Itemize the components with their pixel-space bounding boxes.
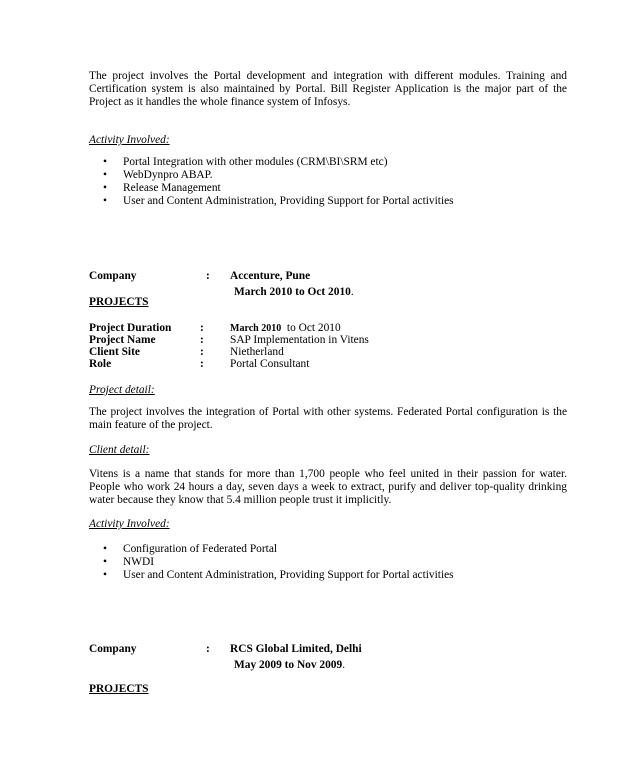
role-colon: : bbox=[200, 358, 204, 370]
project-duration-value: March 2010 to Oct 2010 bbox=[230, 322, 341, 334]
company-dates: May 2009 to Nov 2009. bbox=[234, 659, 346, 671]
role-value: Portal Consultant bbox=[230, 358, 310, 370]
list-item: • User and Content Administration, Providing Support for Portal activities bbox=[103, 569, 454, 581]
company-name: Accenture, Pune bbox=[230, 270, 311, 282]
client-site-value: Nietherland bbox=[230, 346, 284, 358]
list-item: • Release Management bbox=[103, 182, 221, 194]
project-name-value: SAP Implementation in Vitens bbox=[230, 334, 369, 346]
list-item: • NWDI bbox=[103, 556, 154, 568]
bullet-icon: • bbox=[103, 169, 107, 181]
bullet-icon: • bbox=[103, 569, 107, 581]
list-item: • Configuration of Federated Portal bbox=[103, 543, 278, 555]
company-colon: : bbox=[206, 643, 210, 655]
bullet-icon: • bbox=[103, 543, 107, 555]
company-name: RCS Global Limited, Delhi bbox=[230, 643, 362, 655]
company-colon: : bbox=[206, 270, 210, 282]
client-site-label: Client Site bbox=[89, 346, 140, 358]
bullet-icon: • bbox=[103, 195, 107, 207]
project-name-colon: : bbox=[200, 334, 204, 346]
project-detail-paragraph: The project involves the integration of Portal with other systems. Federated Portal configuration is the main feature of the project. bbox=[89, 406, 567, 431]
company-label: Company bbox=[89, 270, 137, 282]
list-item: • Portal Integration with other modules (CRM\BI\SRM etc) bbox=[103, 156, 388, 168]
activity-involved-heading: Activity Involved: bbox=[89, 134, 170, 146]
activity-involved-heading: Activity Involved: bbox=[89, 518, 170, 530]
list-item: • WebDynpro ABAP. bbox=[103, 169, 213, 181]
company-dates: March 2010 to Oct 2010. bbox=[234, 286, 354, 298]
client-site-colon: : bbox=[200, 346, 204, 358]
bullet-icon: • bbox=[103, 156, 107, 168]
project-duration-label: Project Duration bbox=[89, 322, 172, 334]
client-detail-paragraph: Vitens is a name that stands for more than 1,700 people who feel united in their passion for water. People who work 24 hours a day, seven days a week to extract, purify and deliver top-quality drinking water because they know that 5.4 million people trust it implicitly. bbox=[89, 468, 567, 506]
projects-heading: PROJECTS bbox=[89, 296, 149, 308]
projects-heading: PROJECTS bbox=[89, 683, 149, 695]
list-item: • User and Content Administration, Providing Support for Portal activities bbox=[103, 195, 454, 207]
project-duration-colon: : bbox=[200, 322, 204, 334]
role-label: Role bbox=[89, 358, 112, 370]
bullet-icon: • bbox=[103, 182, 107, 194]
activity-list bbox=[103, 543, 454, 582]
company-label: Company bbox=[89, 643, 137, 655]
project-name-label: Project Name bbox=[89, 334, 156, 346]
bullet-icon: • bbox=[103, 556, 107, 568]
activity-list bbox=[103, 156, 454, 208]
client-detail-heading: Client detail: bbox=[89, 444, 150, 456]
intro-paragraph: The project involves the Portal development and integration with different modules. Training and Certification system is also maintained by Portal. Bill Register Application is the major part of the Project as it handles the whole finance system of Infosys. bbox=[89, 70, 567, 108]
project-detail-heading: Project detail: bbox=[89, 384, 155, 396]
